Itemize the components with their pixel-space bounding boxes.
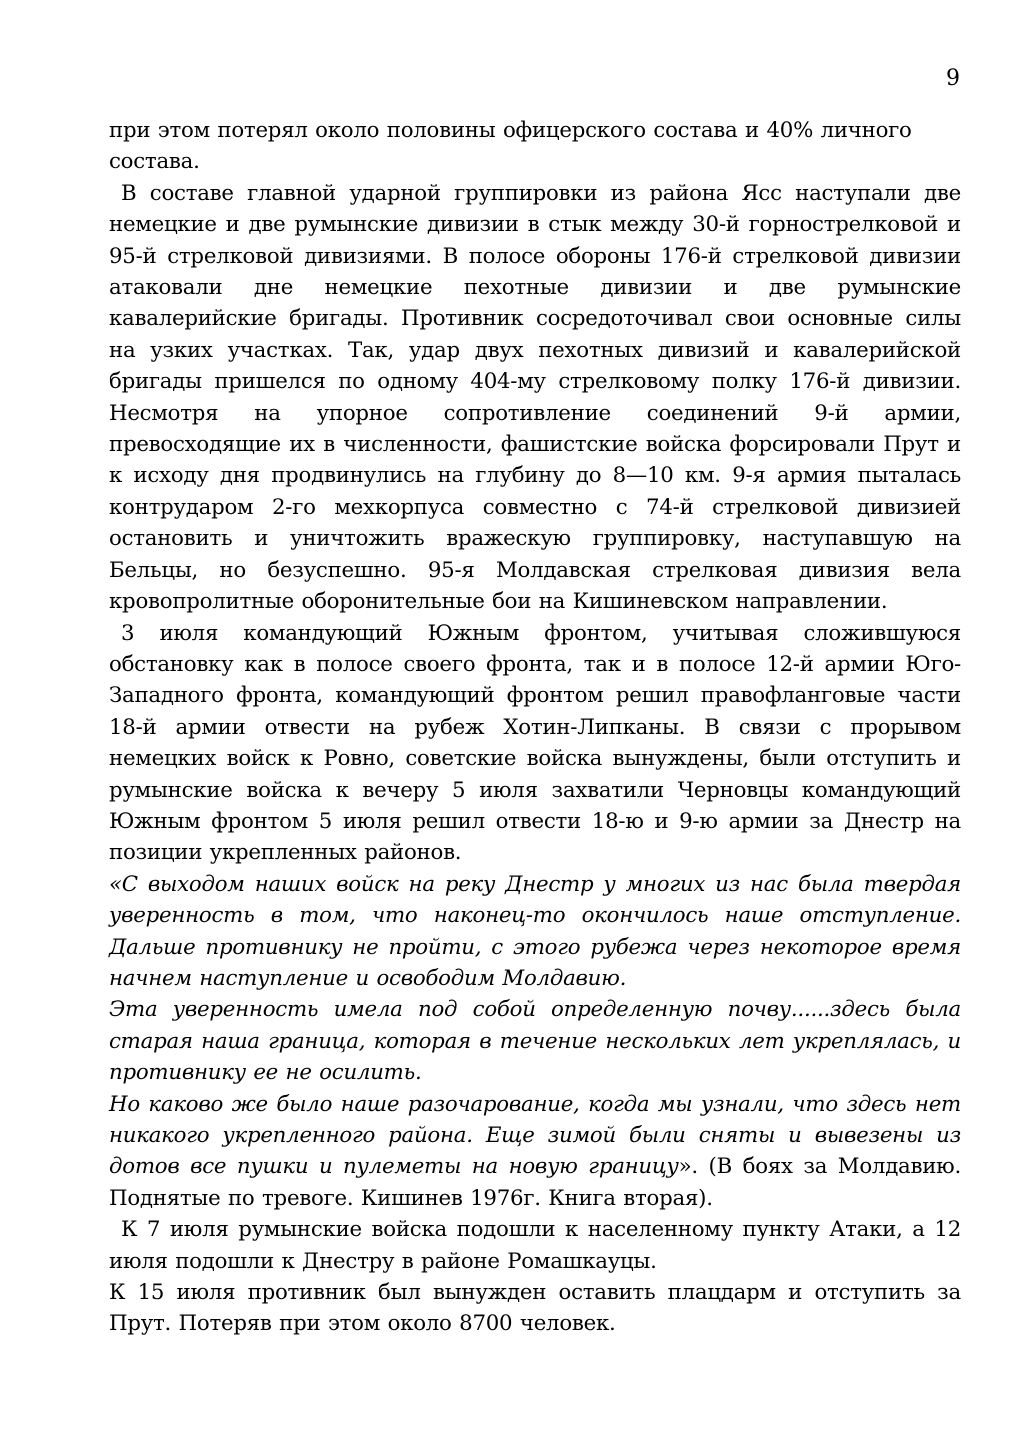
quote-citation: ». (В боях за Молдавию. Поднятые по тревоге. Кишинев 1976г. Книга вторая).: [109, 1154, 961, 1211]
page-number: 9: [946, 66, 960, 91]
paragraph-4: К 7 июля румынские войска подошли к населенному пункту Атаки, а 12 июля подошли к Днестру в районе Ромашкауцы.: [109, 1217, 961, 1274]
quote-paragraph-1: «С выходом наших войск на реку Днестр у многих из нас была твердая уверенность в том, что наконец-то окончилось наше отступление. Дальше противнику не пройти, с этого рубежа через некоторое время начнем наступление и освободим Молдавию.: [109, 871, 961, 991]
paragraph-2: В составе главной ударной группировки из района Ясс наступали две немецкие и две румынские дивизии в стык между 30-й горнострелковой и 95-й стрелковой дивизиями. В полосе обороны 176-й стрелковой дивизии атаковали дне немецкие пехотные дивизии и две румынские кавалерийские бригады. Противник сосредоточивал свои основные силы на узких участках. Так, удар двух пехотных дивизий и кавалерийской бригады пришелся по одному 404-му стрелковому полку 176-й дивизии. Несмотря на упорное сопротивление соединений 9-й армии, превосходящие их в численности, фашистские войска форсировали Прут и к исходу дня продвинулись на глубину до 8—10 км. 9-я армия пыталась контрударом 2-го мехкорпуса совместно с 74-й стрелковой дивизией остановить и уничтожить вражескую группировку, наступавшую на Бельцы, но безуспешно. 95-я Молдавская стрелковая дивизия вела кровопролитные оборонительные бои на Кишиневском направлении.: [109, 180, 961, 615]
paragraph-1: при этом потерял около половины офицерского состава и 40% личного состава.: [109, 118, 912, 175]
paragraph-3: 3 июля командующий Южным фронтом, учитывая сложившуюся обстановку как в полосе своего фронта, так и в полосе 12-й армии Юго-Западного фронта, командующий фронтом решил правофланговые части 18-й армии отвести на рубеж Хотин-Липканы. В связи с прорывом немецких войск к Ровно, советские войска вынуждены, были отступить и румынские войска к вечеру 5 июля захватили Черновцы командующий Южным фронтом 5 июля решил отвести 18-ю и 9-ю армии за Днестр на позиции укрепленных районов.: [109, 620, 961, 866]
quote-paragraph-2: Эта уверенность имела под собой определенную почву......здесь была старая наша граница, которая в течение нескольких лет укреплялась, и противнику ее не осилить.: [109, 997, 961, 1086]
document-body: [109, 115, 961, 1340]
paragraph-5: К 15 июля противник был вынужден оставить плацдарм и отступить за Прут. Потеряв при этом около 8700 человек.: [109, 1280, 961, 1337]
quote-paragraph-3: [109, 1089, 961, 1215]
quote-text: Но каково же было наше разочарование, когда мы узнали, что здесь нет никакого укрепленного района. Еще зимой были сняты и вывезены из дотов все пушки и пулеметы на новую границу: [109, 1091, 961, 1180]
